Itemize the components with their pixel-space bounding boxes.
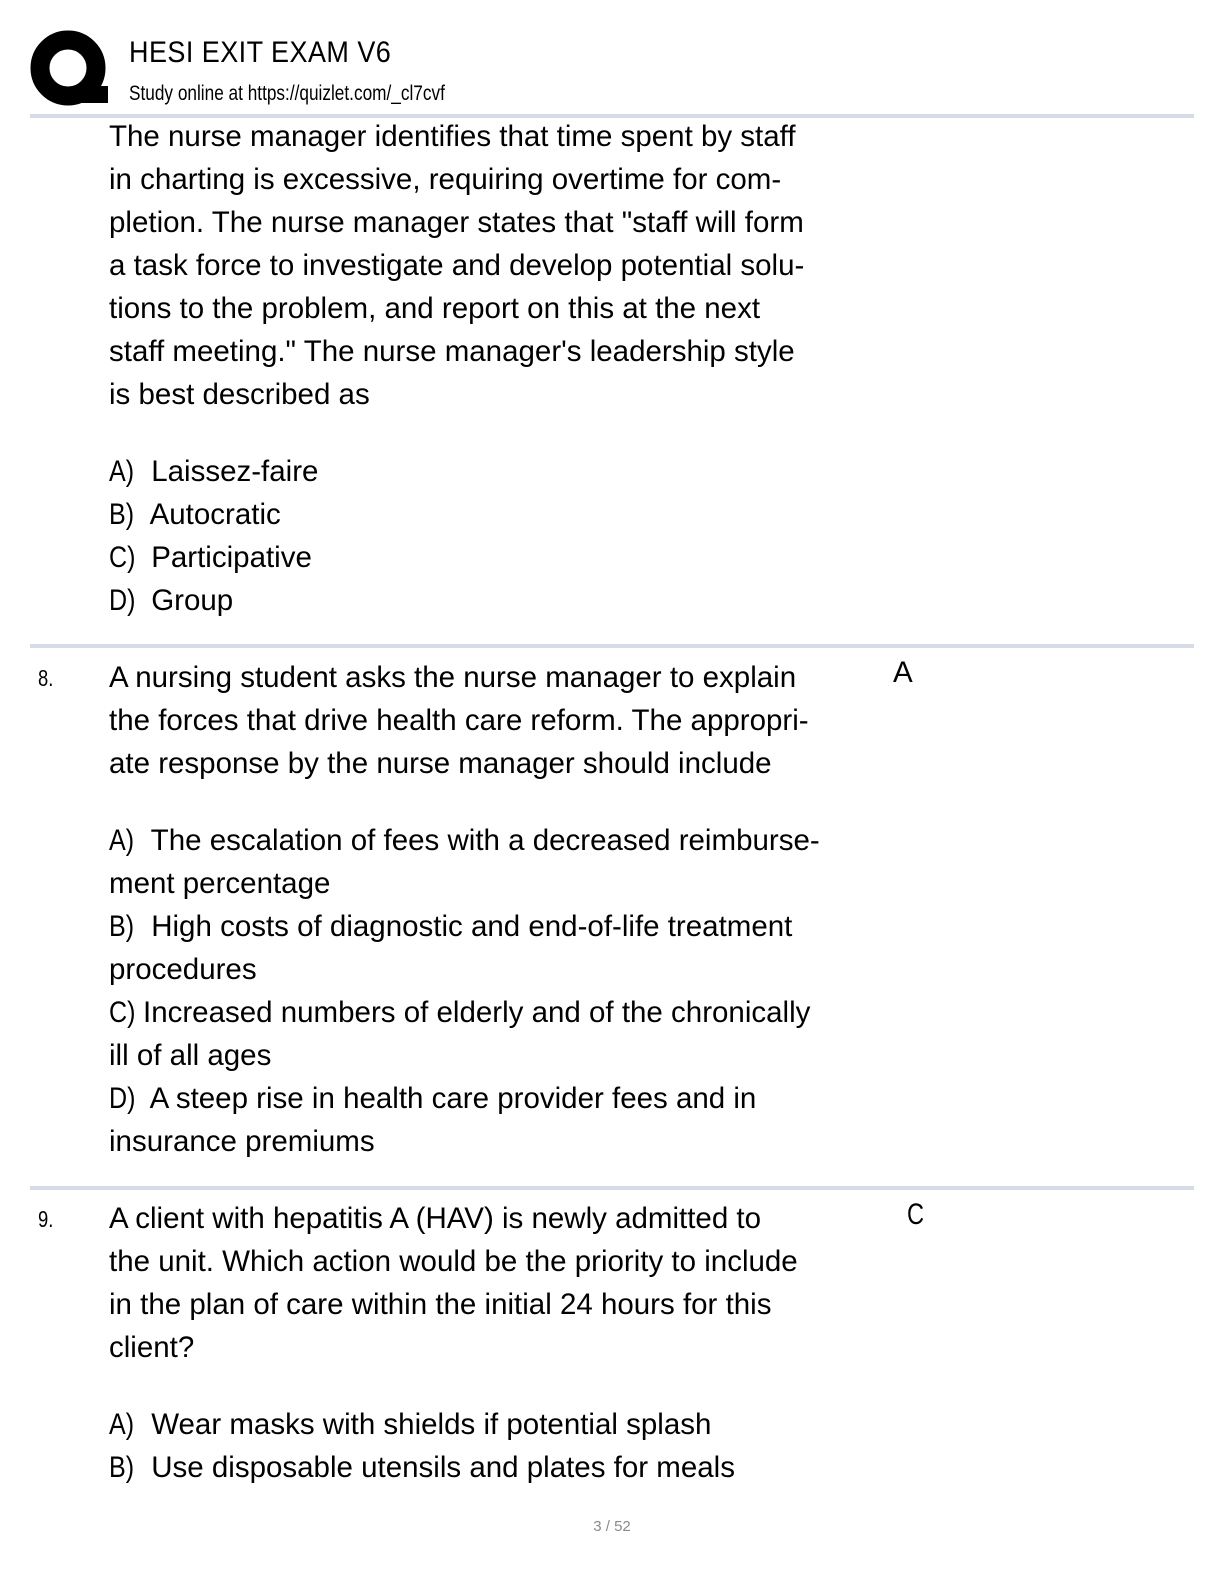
question-line: staff meeting." The nurse manager's leadership style [109, 335, 795, 368]
option-a-continued: ment percentage [109, 867, 331, 900]
question-line: a task force to investigate and develop potential solu- [109, 249, 805, 282]
question-line: ate response by the nurse manager should include [109, 747, 772, 780]
question-line: is best described as [109, 378, 370, 411]
answer-letter: A [893, 656, 913, 689]
question-card-9 [109, 1197, 909, 1489]
question-number: 8. [38, 665, 54, 691]
option-d-continued: insurance premiums [109, 1125, 375, 1158]
answer-letter: C [907, 1198, 925, 1231]
question-line: in charting is excessive, requiring overtime for com- [109, 163, 782, 196]
option-b: B) Autocratic [109, 498, 281, 531]
study-online-link[interactable]: Study online at https://quizlet.com/_cl7cvf [129, 82, 445, 105]
question-line: pletion. The nurse manager states that "staff will form [109, 206, 804, 239]
question-line: the unit. Which action would be the priority to include [109, 1245, 798, 1278]
option-c: C) Increased numbers of elderly and of the chronically [109, 996, 811, 1029]
question-line: A client with hepatitis A (HAV) is newly admitted to [109, 1202, 762, 1235]
question-card-8 [109, 656, 909, 1163]
question-line: The nurse manager identifies that time spent by staff [109, 120, 796, 153]
question-line: in the plan of care within the initial 24 hours for this [109, 1288, 772, 1321]
option-d: D) Group [109, 584, 234, 617]
option-a: A) The escalation of fees with a decreased reimburse- [109, 824, 820, 857]
option-a: A) Laissez-faire [109, 455, 319, 488]
quizlet-logo-icon [30, 30, 110, 110]
question-line: A nursing student asks the nurse manager to explain [109, 661, 797, 694]
card-divider [30, 1186, 1194, 1190]
option-b: B) High costs of diagnostic and end-of-life treatment [109, 910, 793, 943]
question-number: 9. [38, 1206, 54, 1232]
option-a: A) Wear masks with shields if potential splash [109, 1408, 712, 1441]
option-b: B) Use disposable utensils and plates for meals [109, 1451, 735, 1484]
page-number: 3 / 52 [593, 1518, 631, 1535]
option-d: D) A steep rise in health care provider fees and in [109, 1082, 757, 1115]
card-divider [30, 644, 1194, 648]
document-title: HESI EXIT EXAM V6 [129, 36, 392, 69]
option-b-continued: procedures [109, 953, 257, 986]
option-c-continued: ill of all ages [109, 1039, 272, 1072]
option-c: C) Participative [109, 541, 312, 574]
question-line: client? [109, 1331, 195, 1364]
question-card-7 [109, 115, 909, 622]
question-line: the forces that drive health care reform. The appropri- [109, 704, 809, 737]
question-line: tions to the problem, and report on this at the next [109, 292, 761, 325]
